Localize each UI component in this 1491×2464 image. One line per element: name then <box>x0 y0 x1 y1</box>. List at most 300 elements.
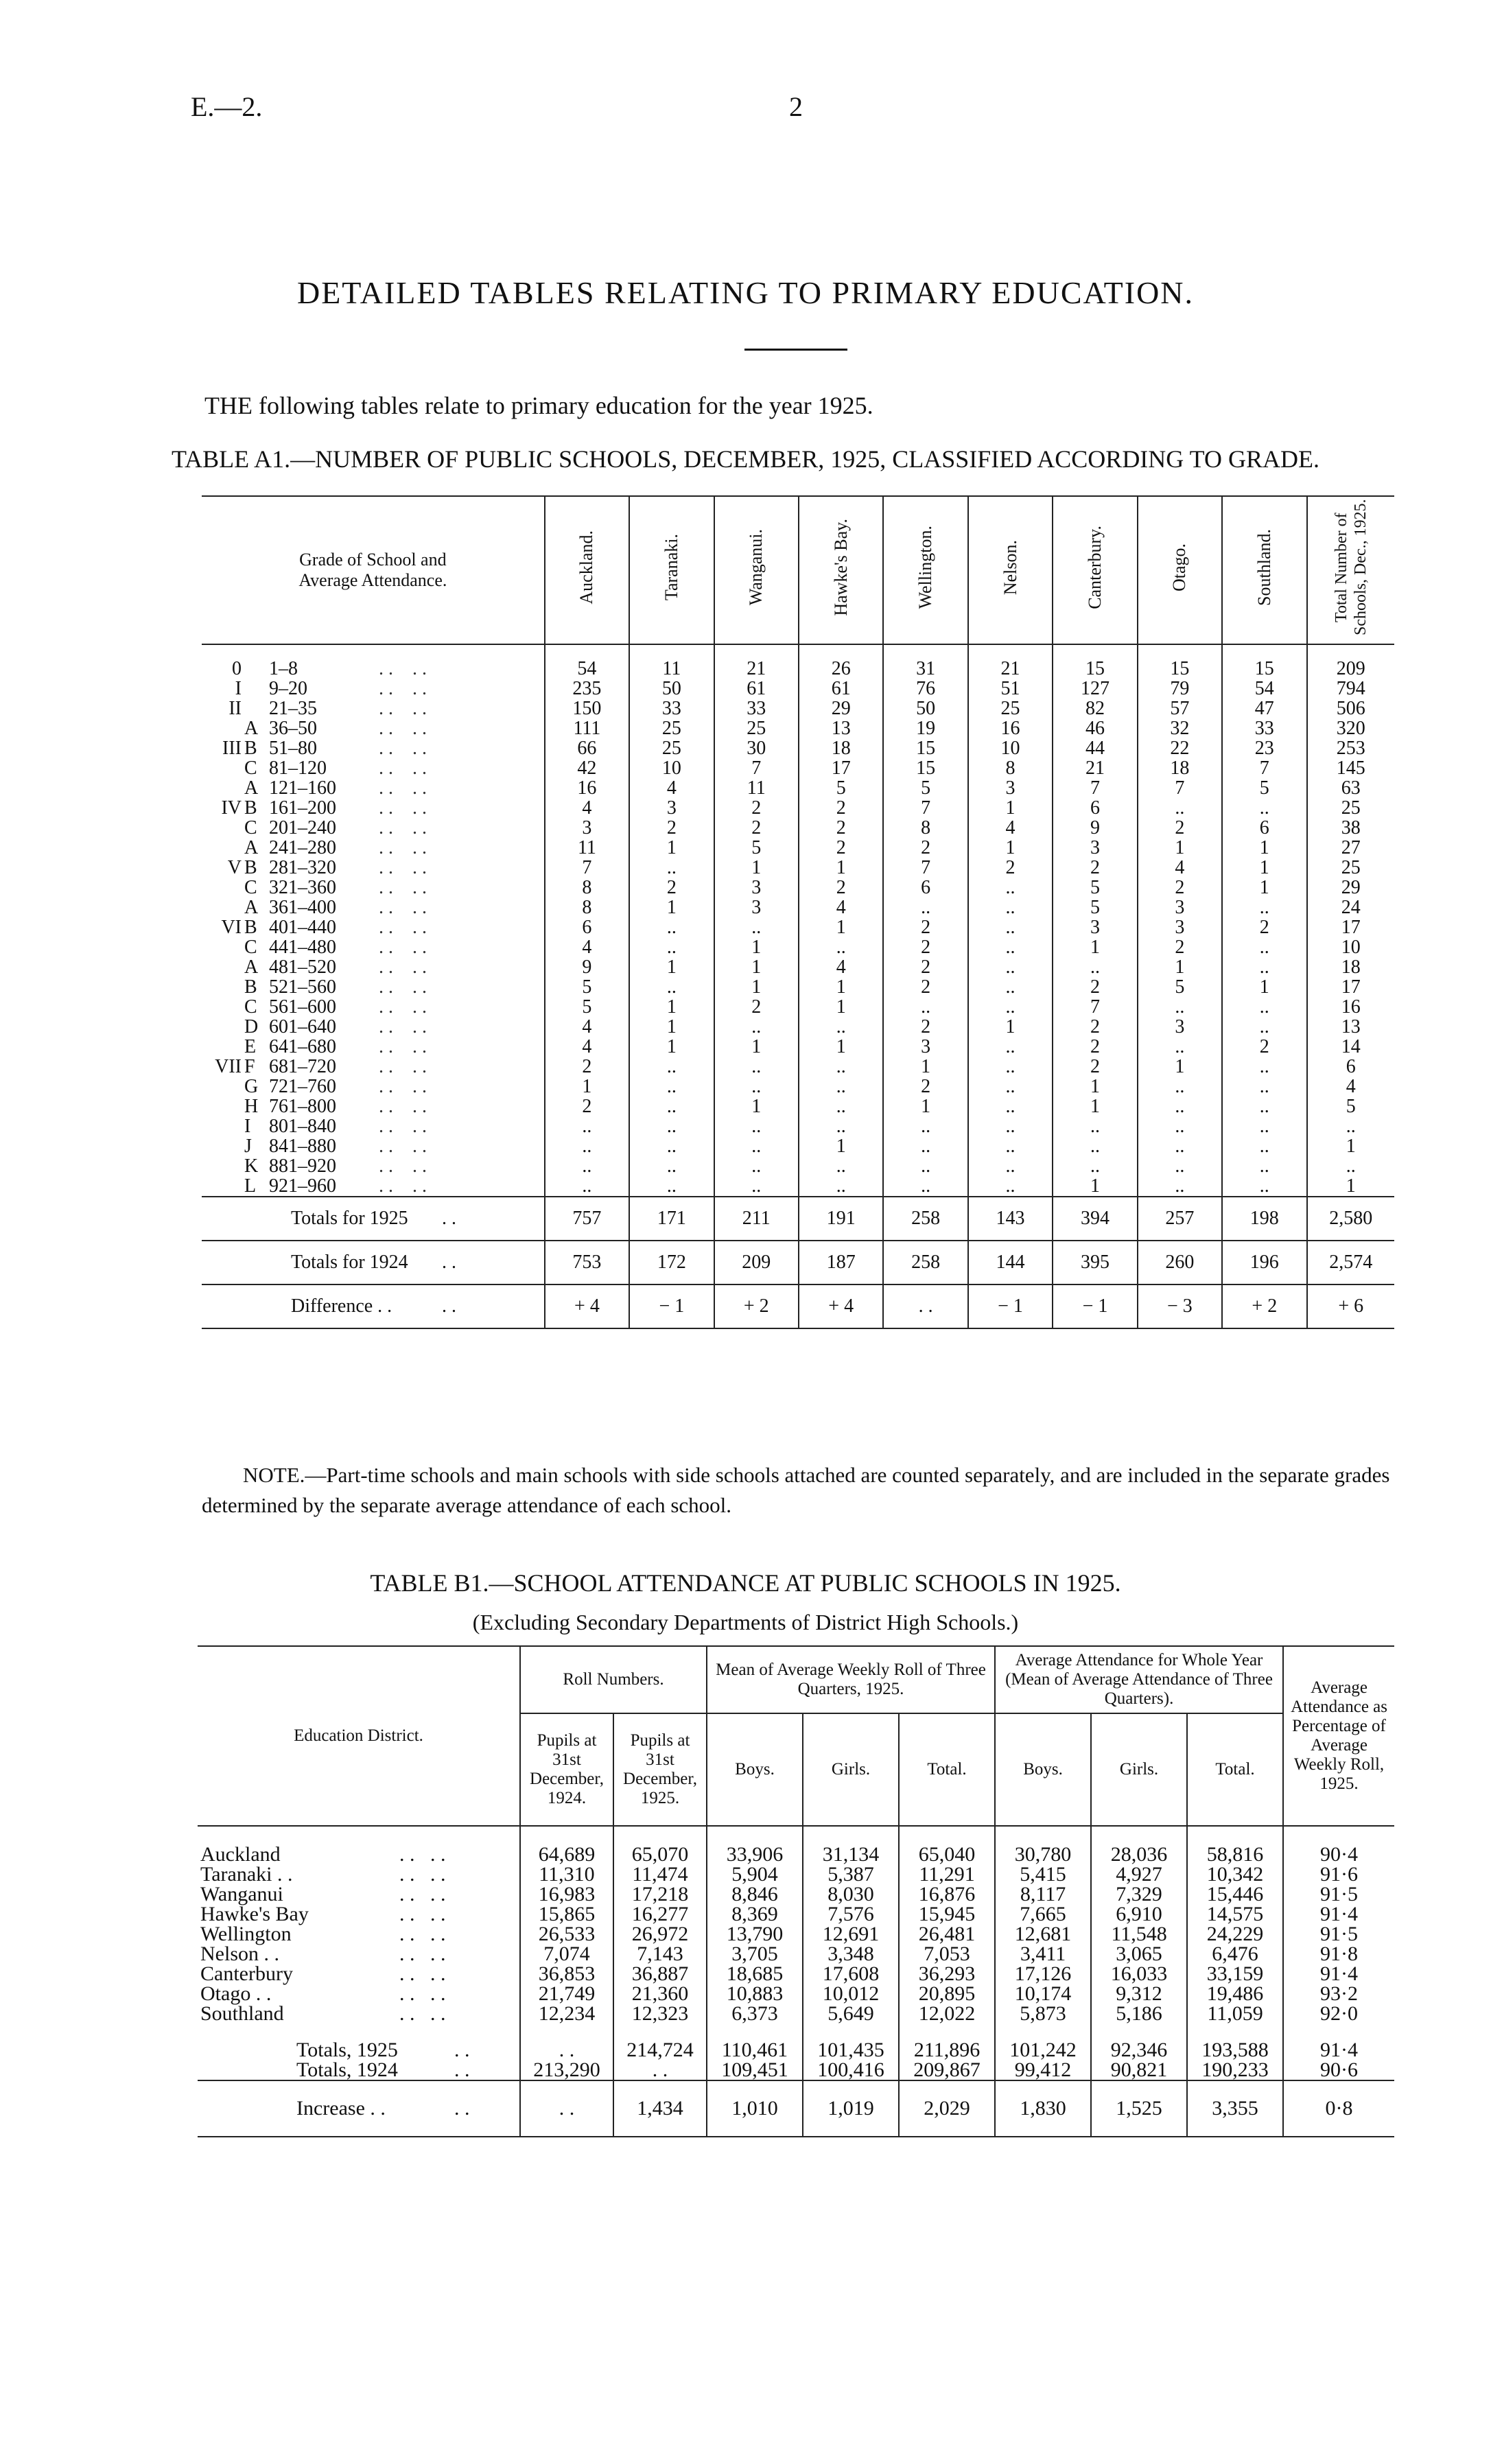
table-cell: 44 <box>1053 738 1137 758</box>
table-cell: 235 <box>545 679 629 699</box>
grade-label <box>202 1116 545 1136</box>
table-cell: 2 <box>883 838 967 858</box>
table-cell: 6 <box>1222 818 1306 838</box>
grade-label <box>202 1176 545 1197</box>
grade-range: 521–560 <box>269 976 336 998</box>
grade-sub: A <box>244 718 259 739</box>
table-cell: .. <box>1222 1017 1306 1037</box>
table-cell: 3,065 <box>1091 1944 1187 1964</box>
leader-dots: . . . . <box>379 877 427 898</box>
district-name: Wanganui . . . . <box>200 1883 446 1905</box>
table-cell: 3 <box>629 798 714 818</box>
grade-sub: A <box>244 897 259 918</box>
table-cell: 1 <box>883 1096 967 1116</box>
b1-col-mean-girls: Girls. <box>803 1713 899 1826</box>
table-cell: 11,310 <box>520 1864 613 1884</box>
table-cell: 42 <box>545 758 629 778</box>
col-wellington: Wellington. <box>883 496 967 644</box>
table-cell: 3 <box>1138 917 1222 937</box>
table-cell: 2 <box>545 1096 629 1116</box>
table-cell: 6 <box>1307 1057 1394 1077</box>
table-cell: 16 <box>1307 997 1394 1017</box>
table-cell: 6 <box>883 878 967 897</box>
table-row <box>202 917 1394 937</box>
table-row <box>202 818 1394 838</box>
table-cell: 26,481 <box>899 1924 995 1944</box>
grade-label <box>202 1077 545 1096</box>
table-cell: 6,476 <box>1187 1944 1283 1964</box>
table-cell: .. <box>714 1116 799 1136</box>
table-cell: .. <box>1138 997 1222 1017</box>
table-cell: 8 <box>968 758 1053 778</box>
table-cell: 1 <box>968 838 1053 858</box>
table-cell: 5,649 <box>803 2004 899 2023</box>
grade-sub: B <box>244 738 257 759</box>
table-cell: 4 <box>629 778 714 798</box>
table-cell: .. <box>1053 1116 1137 1136</box>
table-cell: 394 <box>1053 1197 1137 1241</box>
table-cell: 2 <box>714 818 799 838</box>
table-cell: 9 <box>1053 818 1137 838</box>
table-cell: . . <box>613 2060 707 2080</box>
total-label: Totals, 1925 . . <box>296 2039 470 2061</box>
table-cell: 1 <box>799 997 883 1017</box>
table-cell: 171 <box>629 1197 714 1241</box>
table-row <box>202 1077 1394 1096</box>
table-cell: 10,012 <box>803 1984 899 2004</box>
table-cell: .. <box>629 1077 714 1096</box>
table-cell: .. <box>629 1096 714 1116</box>
grade-sub: C <box>244 758 257 779</box>
table-cell: 92·0 <box>1283 2004 1394 2023</box>
table-cell: 91·5 <box>1283 1884 1394 1904</box>
grade-range: 321–360 <box>269 877 336 898</box>
table-cell: 4 <box>545 1017 629 1037</box>
table-cell: 30,780 <box>995 1826 1091 1864</box>
table-cell: 15,446 <box>1187 1884 1283 1904</box>
table-cell: 5,387 <box>803 1864 899 1884</box>
grade-roman: V <box>227 857 242 878</box>
table-cell: 1 <box>799 977 883 997</box>
grade-label <box>202 917 545 937</box>
table-cell: 15 <box>1222 644 1306 679</box>
table-cell: 2 <box>1053 858 1137 878</box>
table-cell: 12,323 <box>613 2004 707 2023</box>
table-cell: 14,575 <box>1187 1904 1283 1924</box>
table-cell: 253 <box>1307 738 1394 758</box>
district-name: Otago . . . . . . <box>200 1982 446 2005</box>
table-cell: .. <box>1138 1096 1222 1116</box>
table-cell: 5,186 <box>1091 2004 1187 2023</box>
table-cell: 5,873 <box>995 2004 1091 2023</box>
district-name: Wellington . . . . <box>200 1923 446 1945</box>
table-cell: .. <box>1222 1176 1306 1197</box>
leader-dots: . . . . <box>379 957 427 978</box>
leader-dots: . . . . <box>379 857 427 878</box>
table-cell: 150 <box>545 699 629 718</box>
table-cell: .. <box>968 1176 1053 1197</box>
grade-range: 361–400 <box>269 897 336 918</box>
table-cell: .. <box>1222 1116 1306 1136</box>
page-title: DETAILED TABLES RELATING TO PRIMARY EDUCATION. <box>296 275 1195 310</box>
table-cell: 1 <box>629 997 714 1017</box>
leader-dots: . . . . <box>379 738 427 759</box>
table-a1-caption: TABLE A1.—NUMBER OF PUBLIC SCHOOLS, DECEMBER, 1925, CLASSIFIED ACCORDING TO GRADE. <box>172 445 1319 473</box>
b1-col-pupils-1925: Pupils at 31st December, 1925. <box>613 1713 707 1826</box>
table-cell: − 1 <box>629 1284 714 1328</box>
table-row <box>202 778 1394 798</box>
table-cell: 5 <box>799 778 883 798</box>
table-cell: 1 <box>714 1037 799 1057</box>
table-cell: 3 <box>1053 838 1137 858</box>
table-cell: 8,030 <box>803 1884 899 1904</box>
leader-dots: . . . . <box>379 1076 427 1097</box>
table-cell: 2 <box>1138 818 1222 838</box>
table-row <box>202 878 1394 897</box>
table-cell: .. <box>714 1156 799 1176</box>
table-row <box>198 1884 1394 1904</box>
grade-range: 21–35 <box>269 698 317 719</box>
grade-roman: VII <box>215 1056 242 1077</box>
grade-range: 201–240 <box>269 817 336 838</box>
table-cell: 196 <box>1222 1241 1306 1284</box>
table-total-row <box>198 2023 1394 2060</box>
table-cell: 90,821 <box>1091 2060 1187 2080</box>
grade-range: 881–920 <box>269 1155 336 1177</box>
col-taranaki: Taranaki. <box>629 496 714 644</box>
table-cell: 7 <box>883 858 967 878</box>
grade-range: 121–160 <box>269 777 336 799</box>
table-cell: .. <box>714 917 799 937</box>
table-total-row <box>202 1197 1394 1241</box>
table-cell: .. <box>968 1116 1053 1136</box>
grade-label <box>202 1096 545 1116</box>
leader-dots: . . . . <box>379 1116 427 1137</box>
grade-sub: I <box>244 1116 251 1137</box>
table-row <box>198 1864 1394 1884</box>
table-cell: 1 <box>883 1057 967 1077</box>
col-southland: Southland. <box>1222 496 1306 644</box>
table-cell: 8,117 <box>995 1884 1091 1904</box>
table-cell: 50 <box>883 699 967 718</box>
table-cell: .. <box>629 1136 714 1156</box>
grade-range: 441–480 <box>269 937 336 958</box>
table-cell: .. <box>1222 1057 1306 1077</box>
table-cell: 36,887 <box>613 1964 707 1984</box>
table-cell: 21 <box>1053 758 1137 778</box>
table-cell: .. <box>799 1077 883 1096</box>
table-cell: 258 <box>883 1241 967 1284</box>
table-cell: 20,895 <box>899 1984 995 2004</box>
grade-label <box>202 957 545 977</box>
table-cell: .. <box>968 878 1053 897</box>
table-cell: 29 <box>799 699 883 718</box>
leader-dots: . . . . <box>379 698 427 719</box>
table-cell: 8 <box>883 818 967 838</box>
grade-range: 36–50 <box>269 718 317 739</box>
grade-label <box>202 858 545 878</box>
table-cell: 3,355 <box>1187 2080 1283 2137</box>
table-cell: 8,369 <box>707 1904 803 1924</box>
grade-range: 641–680 <box>269 1036 336 1057</box>
leader-dots: . . . . <box>379 897 427 918</box>
table-cell: 10,883 <box>707 1984 803 2004</box>
b1-col-mean-boys: Boys. <box>707 1713 803 1826</box>
table-cell: 111 <box>545 718 629 738</box>
table-cell: + 2 <box>1222 1284 1306 1328</box>
table-cell: 9 <box>545 957 629 977</box>
table-cell: 1 <box>545 1077 629 1096</box>
table-cell: 17,218 <box>613 1884 707 1904</box>
table-cell: 198 <box>1222 1197 1306 1241</box>
table-cell: 109,451 <box>707 2060 803 2080</box>
table-cell: 9,312 <box>1091 1984 1187 2004</box>
b1-col-avg-total: Total. <box>1187 1713 1283 1826</box>
table-cell: 101,435 <box>803 2023 899 2060</box>
leader-dots: . . . . <box>399 1903 446 1925</box>
grade-roman: I <box>235 678 242 699</box>
table-cell: 145 <box>1307 758 1394 778</box>
grade-range: 681–720 <box>269 1056 336 1077</box>
table-cell: .. <box>1307 1116 1394 1136</box>
table-total-row <box>198 2060 1394 2080</box>
table-cell: 193,588 <box>1187 2023 1283 2060</box>
grade-range: 921–960 <box>269 1175 336 1197</box>
table-cell: 8 <box>545 878 629 897</box>
grade-roman: VI <box>221 917 242 938</box>
table-cell: 4 <box>545 1037 629 1057</box>
table-cell: 190,233 <box>1187 2060 1283 2080</box>
table-cell: 6 <box>1053 798 1137 818</box>
table-cell: 757 <box>545 1197 629 1241</box>
grade-range: 81–120 <box>269 758 327 779</box>
table-cell: 18 <box>1138 758 1222 778</box>
grade-sub: A <box>244 957 259 978</box>
b1-col-avg-girls: Girls. <box>1091 1713 1187 1826</box>
table-cell: 6 <box>545 917 629 937</box>
table-cell: 7,053 <box>899 1944 995 1964</box>
table-cell: .. <box>1138 1037 1222 1057</box>
table-b1-caption: TABLE B1.—SCHOOL ATTENDANCE AT PUBLIC SCHOOLS IN 1925. <box>370 1569 1121 1597</box>
table-cell: 46 <box>1053 718 1137 738</box>
grade-sub: J <box>244 1136 252 1157</box>
table-row <box>202 758 1394 778</box>
grade-range: 51–80 <box>269 738 317 759</box>
table-row <box>202 937 1394 957</box>
table-row <box>202 738 1394 758</box>
table-cell: 7,074 <box>520 1944 613 1964</box>
table-cell: 51 <box>968 679 1053 699</box>
table-cell: 2 <box>1138 878 1222 897</box>
district-name: Nelson . . . . . . <box>200 1943 446 1965</box>
table-cell: 7 <box>1222 758 1306 778</box>
table-total-row <box>202 1284 1394 1328</box>
table-cell: 257 <box>1138 1197 1222 1241</box>
table-cell: .. <box>1222 897 1306 917</box>
table-row <box>202 977 1394 997</box>
table-cell: 21,360 <box>613 1984 707 2004</box>
leader-dots: . . . . <box>379 996 427 1018</box>
table-cell: 33,906 <box>707 1826 803 1864</box>
table-cell: 12,681 <box>995 1924 1091 1944</box>
leader-dots: . . . . <box>399 1883 446 1905</box>
table-cell: 54 <box>545 644 629 679</box>
table-cell: + 4 <box>545 1284 629 1328</box>
table-cell: .. <box>1053 1156 1137 1176</box>
grade-roman: 0 <box>232 658 242 679</box>
table-row <box>202 897 1394 917</box>
table-cell: 64,689 <box>520 1826 613 1864</box>
table-cell: 1 <box>629 838 714 858</box>
grade-range: 601–640 <box>269 1016 336 1037</box>
leader-dots: . . <box>442 1252 456 1273</box>
table-cell: 63 <box>1307 778 1394 798</box>
table-cell: 2 <box>1053 1017 1137 1037</box>
table-cell: .. <box>629 917 714 937</box>
table-cell: 14 <box>1307 1037 1394 1057</box>
table-cell: .. <box>968 957 1053 977</box>
table-cell: 4 <box>799 897 883 917</box>
grade-label <box>202 1156 545 1176</box>
table-cell: 17,126 <box>995 1964 1091 1984</box>
table-cell: .. <box>968 1037 1053 1057</box>
table-cell: 100,416 <box>803 2060 899 2080</box>
table-cell: 26,972 <box>613 1924 707 1944</box>
table-row <box>198 1984 1394 2004</box>
table-cell: 36,853 <box>520 1964 613 1984</box>
table-cell: 143 <box>968 1197 1053 1241</box>
table-cell: 47 <box>1222 699 1306 718</box>
table-cell: 7,143 <box>613 1944 707 1964</box>
table-cell: + 4 <box>799 1284 883 1328</box>
table-cell: 19 <box>883 718 967 738</box>
grade-roman: IV <box>221 797 242 819</box>
table-cell: 2 <box>883 937 967 957</box>
table-cell: 17 <box>799 758 883 778</box>
table-cell: 21,749 <box>520 1984 613 2004</box>
grade-sub: E <box>244 1036 257 1057</box>
table-cell: 101,242 <box>995 2023 1091 2060</box>
table-cell: 3 <box>968 778 1053 798</box>
b1-group-mean: Mean of Average Weekly Roll of Three Quarters, 1925. <box>707 1646 995 1713</box>
table-cell: 213,290 <box>520 2060 613 2080</box>
grade-label <box>202 738 545 758</box>
table-cell: 0·8 <box>1283 2080 1394 2137</box>
table-cell: .. <box>968 1136 1053 1156</box>
table-cell: 3 <box>1053 917 1137 937</box>
table-cell: 16,983 <box>520 1884 613 1904</box>
leader-dots: . . <box>454 2039 470 2061</box>
grade-label <box>202 1136 545 1156</box>
table-cell: 65,070 <box>613 1826 707 1864</box>
table-cell: 13 <box>799 718 883 738</box>
table-cell: 320 <box>1307 718 1394 738</box>
table-cell: 11,059 <box>1187 2004 1283 2023</box>
table-cell: 2 <box>1222 1037 1306 1057</box>
leader-dots: . . . . <box>379 976 427 998</box>
table-cell: .. <box>1222 1136 1306 1156</box>
table-cell: 30 <box>714 738 799 758</box>
table-cell: 58,816 <box>1187 1826 1283 1864</box>
grade-label <box>202 1037 545 1057</box>
table-cell: 1 <box>968 1017 1053 1037</box>
table-cell: 4 <box>545 937 629 957</box>
grade-sub: G <box>244 1076 259 1097</box>
table-cell: .. <box>883 1156 967 1176</box>
table-cell: 2 <box>883 1077 967 1096</box>
table-cell: − 3 <box>1138 1284 1222 1328</box>
table-cell: 33 <box>1222 718 1306 738</box>
table-cell: .. <box>629 937 714 957</box>
table-cell: 8,846 <box>707 1884 803 1904</box>
table-cell: 22 <box>1138 738 1222 758</box>
table-cell: 28,036 <box>1091 1826 1187 1864</box>
table-cell: 1 <box>799 917 883 937</box>
table-cell: 6,373 <box>707 2004 803 2023</box>
grade-label <box>202 644 545 679</box>
col-nelson: Nelson. <box>968 496 1053 644</box>
table-cell: 10 <box>968 738 1053 758</box>
table-cell: 61 <box>714 679 799 699</box>
grade-sub: C <box>244 817 257 838</box>
leader-dots: . . . . <box>399 1843 446 1866</box>
table-cell: 91·4 <box>1283 2023 1394 2060</box>
table-cell: 2 <box>883 917 967 937</box>
table-cell: 211,896 <box>899 2023 995 2060</box>
table-cell: .. <box>1138 798 1222 818</box>
table-cell: .. <box>1222 997 1306 1017</box>
table-cell: 33,159 <box>1187 1964 1283 1984</box>
table-cell: 5 <box>883 778 967 798</box>
table-cell: 7 <box>545 858 629 878</box>
leader-dots: . . . . <box>379 797 427 819</box>
leader-dots: . . <box>454 2097 470 2120</box>
grade-sub: C <box>244 996 257 1018</box>
table-row <box>202 997 1394 1017</box>
table-cell: 1 <box>1222 977 1306 997</box>
table-a1 <box>202 495 1394 1329</box>
table-cell: 2,580 <box>1307 1197 1394 1241</box>
table-cell: .. <box>714 1136 799 1156</box>
table-cell: 1 <box>1222 878 1306 897</box>
table-cell: 144 <box>968 1241 1053 1284</box>
table-cell: 1 <box>1138 1057 1222 1077</box>
table-b1-subcaption: (Excluding Secondary Departments of District High Schools.) <box>472 1610 1019 1634</box>
table-cell: 5 <box>1053 897 1137 917</box>
table-cell: + 6 <box>1307 1284 1394 1328</box>
grade-sub: H <box>244 1096 259 1117</box>
table-cell: 82 <box>1053 699 1137 718</box>
table-cell: 7,576 <box>803 1904 899 1924</box>
table-a1-header-row <box>202 496 1394 644</box>
table-cell: − 1 <box>968 1284 1053 1328</box>
district-name: Hawke's Bay . . . . <box>200 1903 446 1925</box>
leader-dots: . . . . <box>379 1056 427 1077</box>
table-cell: .. <box>799 1116 883 1136</box>
leader-dots: . . . . <box>379 837 427 858</box>
grade-roman: III <box>222 738 242 759</box>
grade-sub: B <box>244 857 257 878</box>
table-cell: .. <box>968 1096 1053 1116</box>
table-cell: .. <box>968 997 1053 1017</box>
table-cell: .. <box>545 1116 629 1136</box>
table-cell: .. <box>629 1156 714 1176</box>
table-cell: 91·4 <box>1283 1964 1394 1984</box>
leader-dots: . . . . <box>379 718 427 739</box>
table-cell: .. <box>1053 1136 1137 1156</box>
table-cell: .. <box>968 937 1053 957</box>
table-row <box>198 1924 1394 1944</box>
